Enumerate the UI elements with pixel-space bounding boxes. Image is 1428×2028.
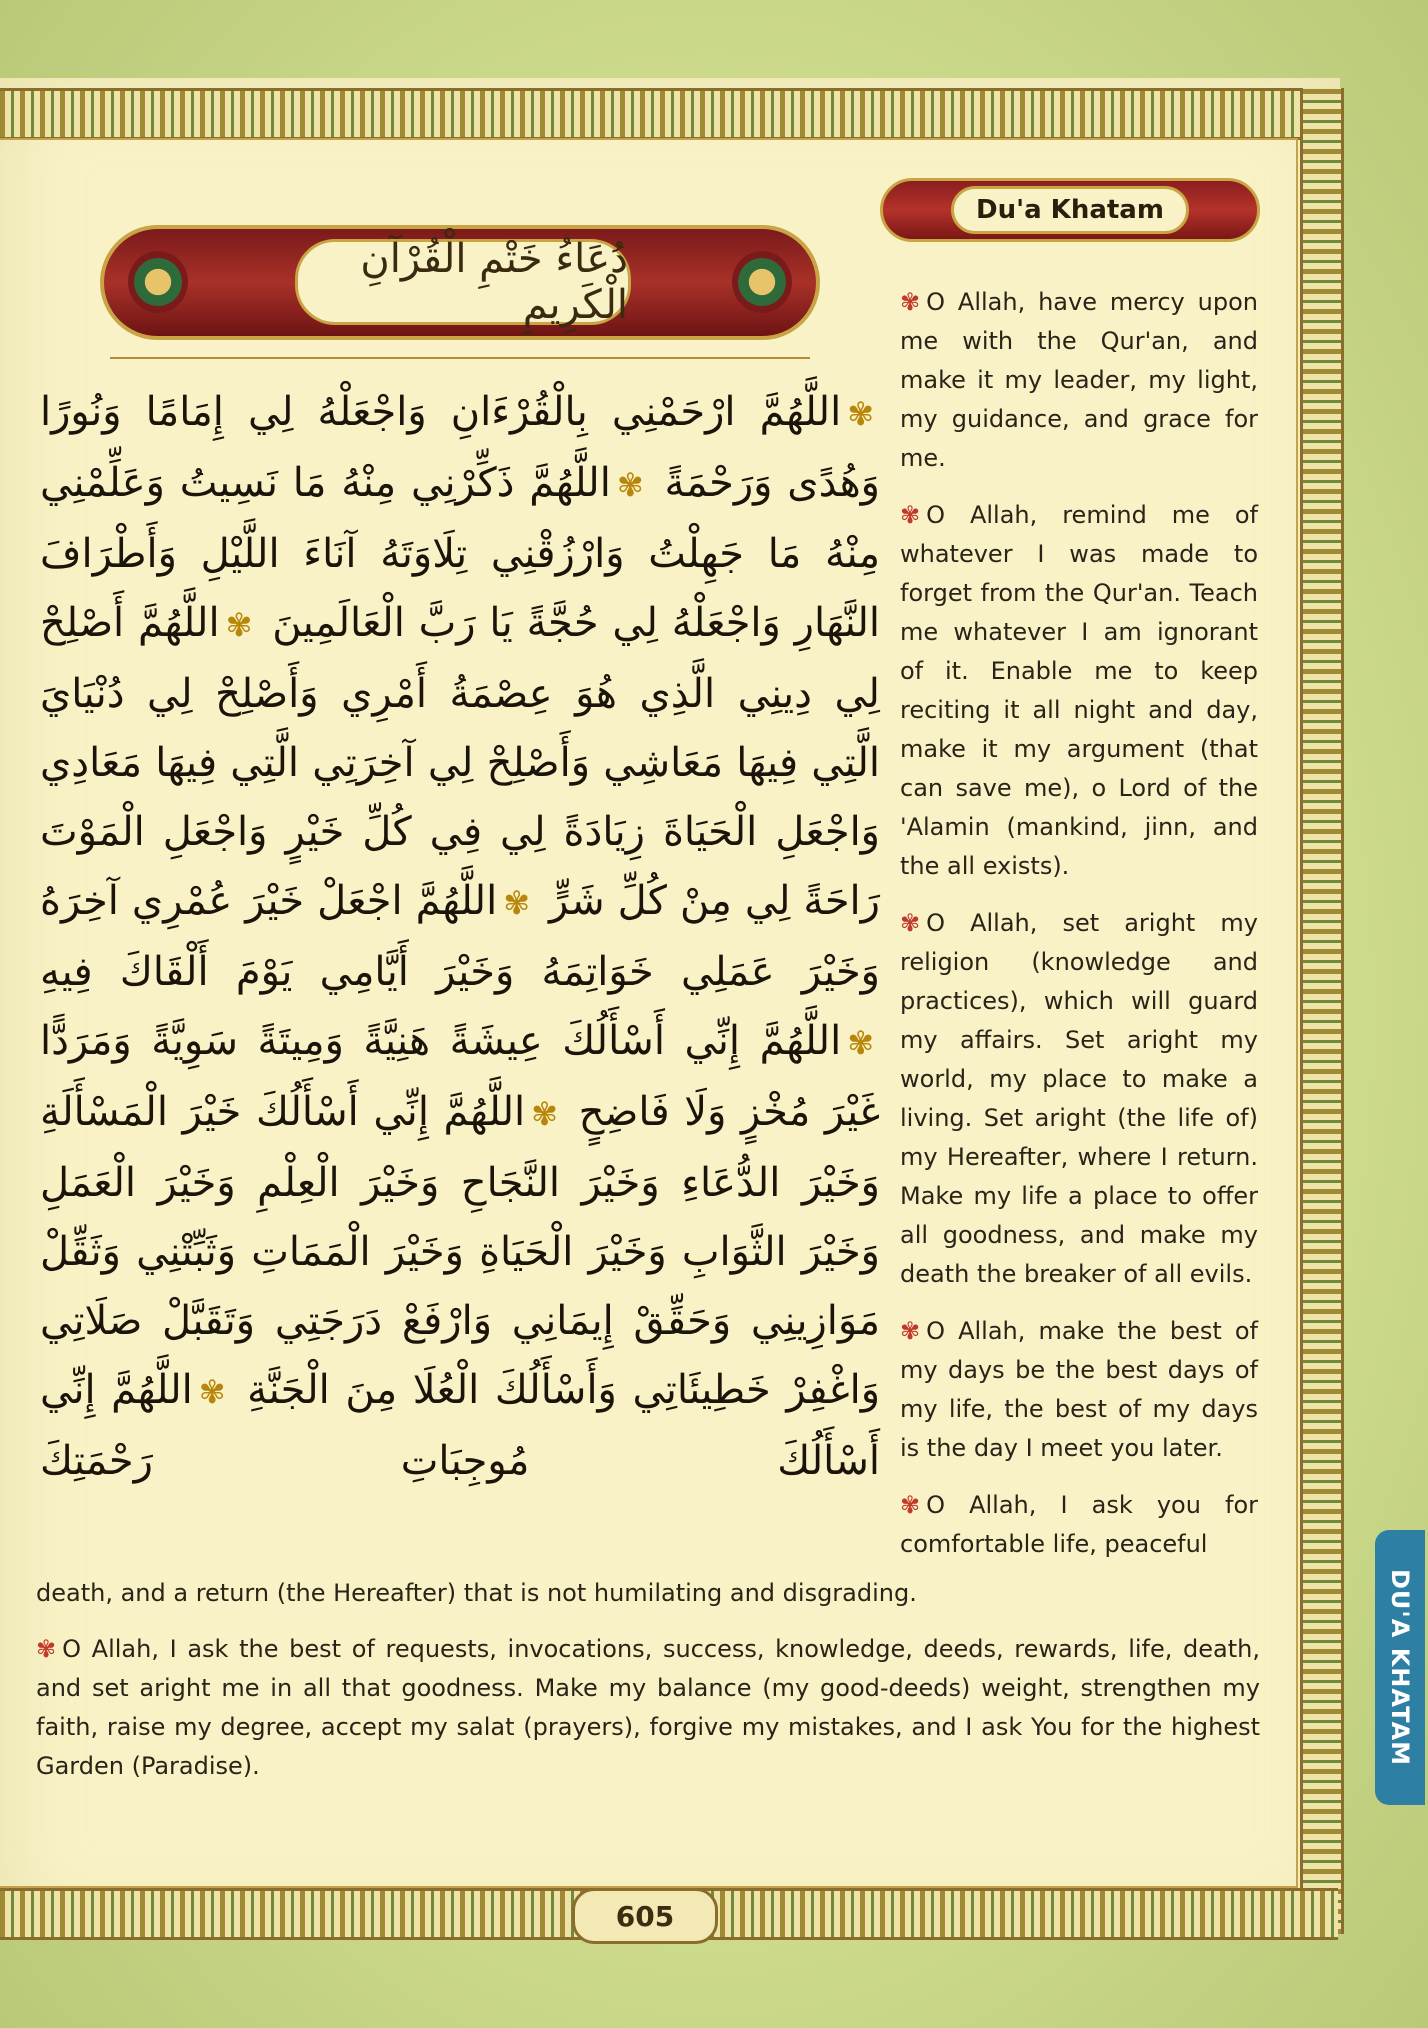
rosette-icon: ✾ (900, 1491, 921, 1519)
arabic-dua: اللَّهُمَّ إِنِّي أَسْأَلُكَ عِيشَةً هَنِيَّةً وَمِيتَةً سَوِيَّةً وَمَرَدًّا غَيْرَ مُخْزٍ وَلَا فَاضِحٍ (40, 1018, 880, 1135)
rosette-icon: ✾ (616, 466, 644, 504)
rosette-icon: ✾ (847, 395, 874, 433)
arabic-dua: اللَّهُمَّ اجْعَلْ خَيْرَ عُمْرِي آخِرَهُ وَخَيْرَ عَمَلِي خَوَاتِمَهُ وَخَيْرَ أَيَّامِي يَوْمَ أَلْقَاكَ فِيهِ (40, 878, 880, 995)
rosette-icon: ✾ (900, 501, 921, 529)
arabic-dua: اللَّهُمَّ ارْحَمْنِي بِالْقُرْءَانِ وَاجْعَلْهُ لِي إِمَامًا وَنُورًا وَهُدًى وَرَحْمَةً (40, 389, 880, 506)
translation-paragraph: ✾ O Allah, make the best of my days be the best days of my life, the best of my days is the day I meet you later. (900, 1317, 1258, 1462)
arabic-dua: اللَّهُمَّ إِنِّي أَسْأَلُكَ خَيْرَ الْمَسْأَلَةِ وَخَيْرَ الدُّعَاءِ وَخَيْرَ النَّجَاحِ وَخَيْرَ الْعِلْمِ وَخَيْرَ الْعَمَلِ وَخَيْرَ الثَّوَابِ وَخَيْرَ الْحَيَاةِ وَخَيْرَ الْمَمَاتِ وَثَبِّتْنِي وَثَقِّلْ مَوَازِينِي وَحَقِّقْ إِيمَانِي وَارْفَعْ دَرَجَتِي وَتَقَبَّلْ صَلَاتِي وَاغْفِرْ خَطِيئَاتِي وَأَسْأَلُكَ الْعُلَا مِنَ الْجَنَّةِ (40, 1089, 881, 1413)
border-top (0, 88, 1338, 140)
rosette-icon: ✾ (531, 1095, 558, 1133)
arabic-dua: اللَّهُمَّ أَصْلِحْ لِي دِينِي الَّذِي هُوَ عِصْمَةُ أَمْرِي وَأَصْلِحْ لِي دُنْيَايَ الَّتِي فِيهَا مَعَاشِي وَأَصْلِحْ لِي آخِرَتِي الَّتِي فِيهَا مَعَادِي وَاجْعَلِ الْحَيَاةَ زِيَادَةً لِي فِي كُلِّ خَيْرٍ وَاجْعَلِ الْمَوْتَ رَاحَةً لِي مِنْ كُلِّ شَرٍّ (40, 600, 880, 924)
english-title-banner (880, 178, 1260, 242)
rosette-icon: ✾ (225, 606, 253, 644)
rosette-icon: ✾ (198, 1373, 226, 1411)
english-title: Du'a Khatam (951, 186, 1189, 234)
arabic-title: دُعَاءُ خَتْمِ الْقُرْآنِ الْكَرِيمِ (295, 239, 631, 325)
arabic-title-banner (100, 225, 820, 340)
border-right (1300, 88, 1344, 1934)
english-translation-column (900, 283, 1258, 1582)
title-divider (110, 357, 810, 359)
translation-paragraph: ✾ O Allah, I ask you for comfortable life, peaceful (900, 1491, 1258, 1558)
side-tab-du-a-khatam[interactable] (1375, 1530, 1425, 1805)
rosette-icon: ✾ (900, 909, 921, 937)
side-tab-label: DU'A KHATAM (1386, 1568, 1414, 1767)
page-number: 605 (572, 1888, 718, 1944)
translation-paragraph: ✾ O Allah, have mercy upon me with the Qur'an, and make it my leader, my light, my guidance, and grace for me. (900, 288, 1258, 472)
rosette-icon: ✾ (900, 288, 921, 316)
rosette-icon: ✾ (847, 1024, 874, 1062)
translation-continuation: death, and a return (the Hereafter) that is not humilating and disgrading. (36, 1579, 917, 1607)
rosette-icon: ✾ (36, 1635, 57, 1663)
translation-wide-paragraph: ✾ O Allah, I ask the best of requests, invocations, success, knowledge, deeds, rewards, life, death, and set aright me in all that goodness. Make my balance (my good-deeds) weight, strengthen my faith, raise my degree, accept my salat (prayers), forgive my mistakes, and I ask You for the highest Garden (Paradise). (36, 1635, 1260, 1780)
translation-paragraph: ✾ O Allah, remind me of whatever I was made to forget from the Qur'an. Teach me whatever I am ignorant of it. Enable me to keep reciting it all night and day, make it my argument (that can save me), o Lord of the 'Alamin (mankind, jinn, and the all exists). (900, 501, 1258, 880)
rosette-icon: ✾ (900, 1317, 921, 1345)
arabic-dua: اللَّهُمَّ ذَكِّرْنِي مِنْهُ مَا نَسِيتُ وَعَلِّمْنِي مِنْهُ مَا جَهِلْتُ وَارْزُقْنِي تِلَاوَتَهُ آنَاءَ اللَّيْلِ وَأَطْرَافَ النَّهَارِ وَاجْعَلْهُ لِي حُجَّةً يَا رَبَّ الْعَالَمِينَ (40, 460, 880, 646)
arabic-dua-text (40, 378, 880, 1496)
translation-paragraph: ✾ O Allah, set aright my religion (knowledge and practices), which will guard my affairs. Set aright my world, my place to make a living. Set aright (the life of) my Hereafter, where I return. Make my life a place to offer all goodness, and make my death the breaker of all evils. (900, 909, 1258, 1288)
arabic-dua: اللَّهُمَّ إِنِّي أَسْأَلُكَ مُوجِبَاتِ رَحْمَتِكَ (40, 1367, 880, 1484)
rosette-icon: ✾ (503, 884, 530, 922)
